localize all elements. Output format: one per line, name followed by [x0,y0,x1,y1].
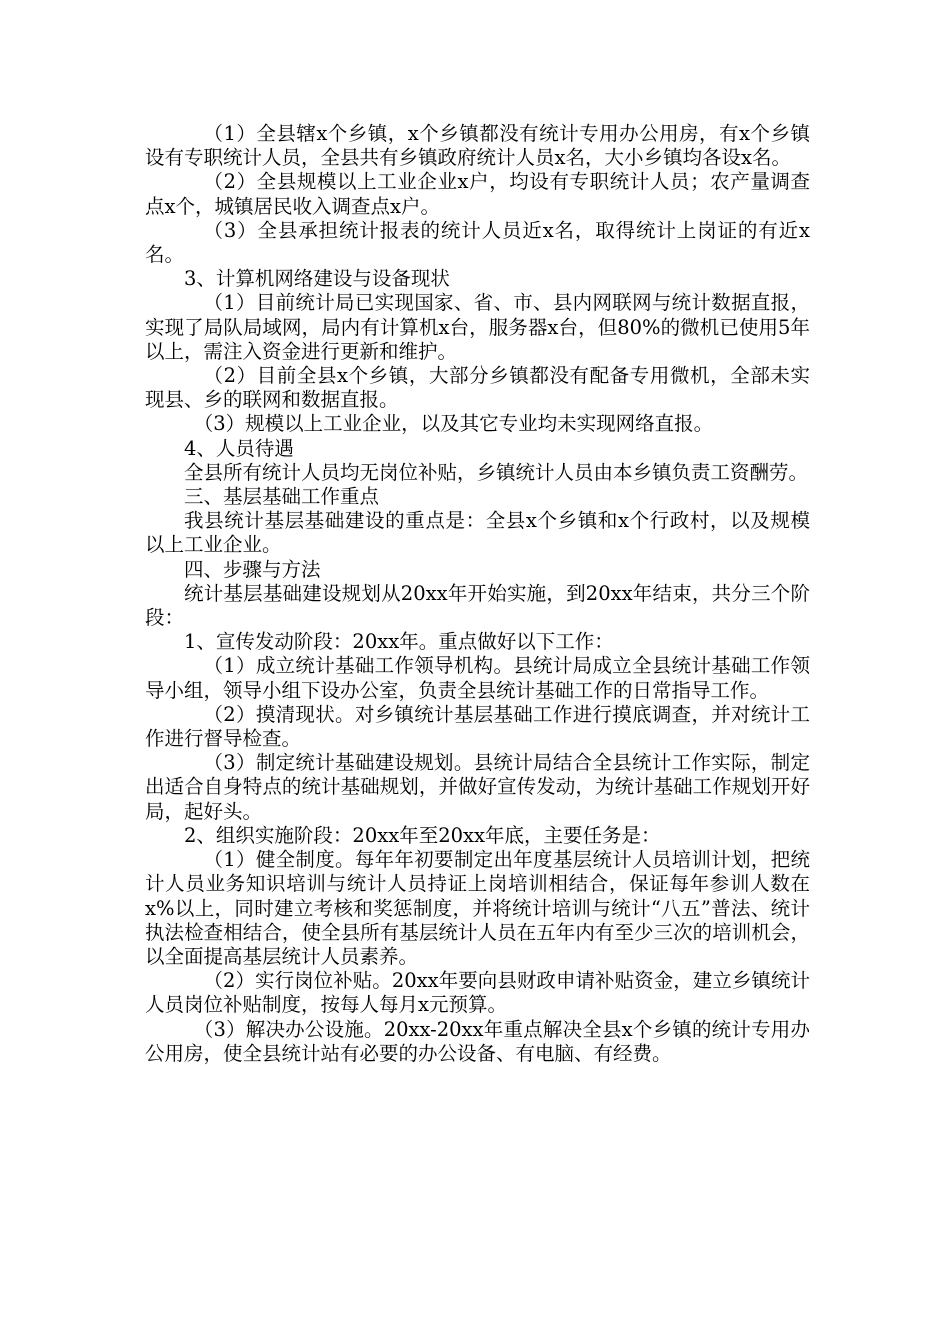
section-heading: 3、计算机网络建设与设备现状 [184,267,450,291]
section-heading: 2、组织实施阶段：20xx年至20xx年底，主要任务是： [184,823,661,847]
paragraph: （1）目前统计局已实现国家、省、市、县内网联网与统计数据直报，实现了局队局域网，局内有计算机x台，服务器x台，但80%的微机已使用5年以上，需注入资金进行更新和维护。 [145,291,810,363]
section-heading: 1、宣传发动阶段：20xx年。重点做好以下工作： [184,630,614,654]
paragraph: （3）全县承担统计报表的统计人员近x名，取得统计上岗证的有近x名。 [145,218,810,267]
paragraph: （3）制定统计基础建设规划。县统计局结合全县统计工作实际，制定出适合自身特点的统计基础规划，并做好宣传发动，为统计基础工作规划开好局，起好头。 [145,751,810,823]
paragraph: （2）实行岗位补贴。20xx年要向县财政申请补贴资金，建立乡镇统计人员岗位补贴制度，按每人每月x元预算。 [145,969,810,1017]
section-heading: 4、人员待遇 [184,436,294,460]
paragraph: （2）目前全县x个乡镇，大部分乡镇都没有配备专用微机，全部未实现县、乡的联网和数据直报。 [145,364,810,412]
paragraph: （1）健全制度。每年年初要制定出年度基层统计人员培训计划，把统计人员业务知识培训与统计人员持证上岗培训相结合，保证每年参训人数在x%以上，同时建立考核和奖惩制度，并将统计培训与统计“八五”普法、统计执法检查相结合，使全县所有基层统计人员在五年内有至少三次的培训机会，以全面提高基层统计人员素养。 [145,848,810,968]
section-heading: 三、基层基础工作重点 [184,485,380,509]
paragraph: 统计基层基础建设规划从20xx年开始实施，到20xx年结束，共分三个阶段： [145,581,810,630]
paragraph: （1）成立统计基础工作领导机构。县统计局成立全县统计基础工作领导小组，领导小组下设办公室，负责全县统计基础工作的日常指导工作。 [145,654,810,702]
document-body [145,122,810,1066]
paragraph: （2）全县规模以上工业企业x户，均设有专职统计人员；农产量调查点x个，城镇居民收入调查点x户。 [145,170,810,218]
paragraph: （3）解决办公设施。20xx-20xx年重点解决全县x个乡镇的统计专用办公用房，使全县统计站有必要的办公设备、有电脑、有经费。 [145,1017,810,1065]
paragraph: （1）全县辖x个乡镇，x个乡镇都没有统计专用办公用房，有x个乡镇设有专职统计人员，全县共有乡镇政府统计人员x名，大小乡镇均各设x名。 [145,122,810,170]
paragraph: 我县统计基层基础建设的重点是：全县x个乡镇和x个行政村，以及规模以上工业企业。 [145,509,810,557]
paragraph: 全县所有统计人员均无岗位补贴，乡镇统计人员由本乡镇负责工资酬劳。 [184,460,809,484]
paragraph: （2）摸清现状。对乡镇统计基层基础工作进行摸底调查，并对统计工作进行督导检查。 [145,702,810,751]
section-heading: 四、步骤与方法 [184,557,321,581]
paragraph: （3）规模以上工业企业，以及其它专业均未实现网络直报。 [193,412,714,436]
